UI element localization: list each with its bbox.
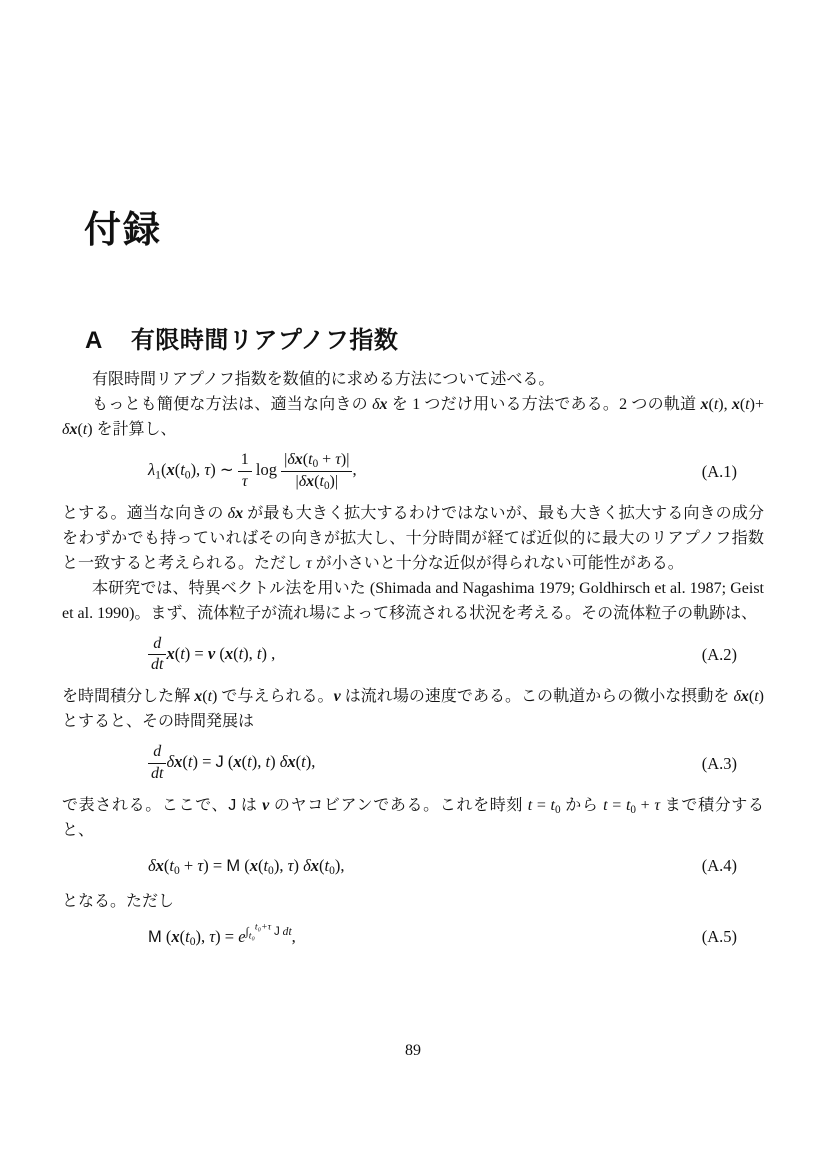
equation-a5-body: M ($x(t_0)$, $\tau) = e^{\int_{t_0}^{t_0+\tau} J dt}$, [148,921,296,948]
equation-a3-body: $\frac{d}{dt}$ δx(t) = J (x(t), t) δx(t), [62,744,315,783]
equation-a3 [62,744,764,783]
paragraph-intro: 有限時間リアプノフ指数を数値的に求める方法について述べる。 [92,371,555,388]
equation-a5-number: (A.5) [701,927,737,947]
equation-a2 [62,636,764,675]
chapter-title: 付録 [84,209,162,250]
equation-a4-number: (A.4) [701,856,737,876]
section-number: A [85,327,103,354]
equation-a5 [62,921,764,950]
paragraph-jacobian: で表される。ここで、J は v のヤコビアンである。これを時刻 $t = t_0$ から $t = t_0 + \tau$ まで積分すると、 [62,796,764,839]
paragraph-discussion: とする。適当な向きの δx が最も大きく拡大するわけではないが、最も大きく拡大する向きの成分をわずかでも持っていればその向きが拡大し、十分時間が経てば近似的に最大のリアプノフ指数と一致すると考えられる。ただし τ が小さいと十分な近似が得られない可能性がある。 [62,504,764,572]
equation-a1-number: (A.1) [701,461,737,481]
paragraph-however: となる。ただし [62,892,175,910]
section-heading [85,328,398,354]
page-number: 89 [405,1042,421,1059]
equation-a3-number: (A.3) [701,753,737,773]
equation-a1-body: $\lambda_1(x(t_0)$, τ) ∼ $\frac{1}{\tau}$ log $\frac{|\delta x(t_0 + \tau)|}{|\delta x(t_0)|}$ , [148,451,357,492]
paragraph-singular-vector: 本研究では、特異ベクトル法を用いた (Shimada and Nagashima 1979; Goldhirsch et al. 1987; Geist et al. 1990)。まず、流体粒子が流れ場によって移流される状況を考える。その流体粒子の軌跡は、 [62,579,764,622]
equation-a4-body: $\delta x(t_0 + \tau) = M$ ($x(t_0)$, τ) $\delta x(t_0)$, [148,855,345,877]
paragraph-trajectory: を時間積分した解 x(t) で与えられる。v は流れ場の速度である。この軌道からの微小な摂動を δx(t) とすると、その時間発展は [62,688,764,731]
section-title: 有限時間リアプノフ指数 [130,327,399,354]
equation-a4 [62,853,764,879]
equation-a1 [62,452,764,491]
equation-a2-number: (A.2) [701,645,737,665]
body-text [62,367,764,960]
equation-a2-body: $\frac{d}{dt}$ x(t) = v (x(t), t) , [62,636,275,675]
paragraph-simple-method: もっとも簡便な方法は、適当な向きの δx を 1 つだけ用いる方法である。2 つの軌道 x(t), x(t)+ δx(t) を計算し、 [62,396,764,438]
